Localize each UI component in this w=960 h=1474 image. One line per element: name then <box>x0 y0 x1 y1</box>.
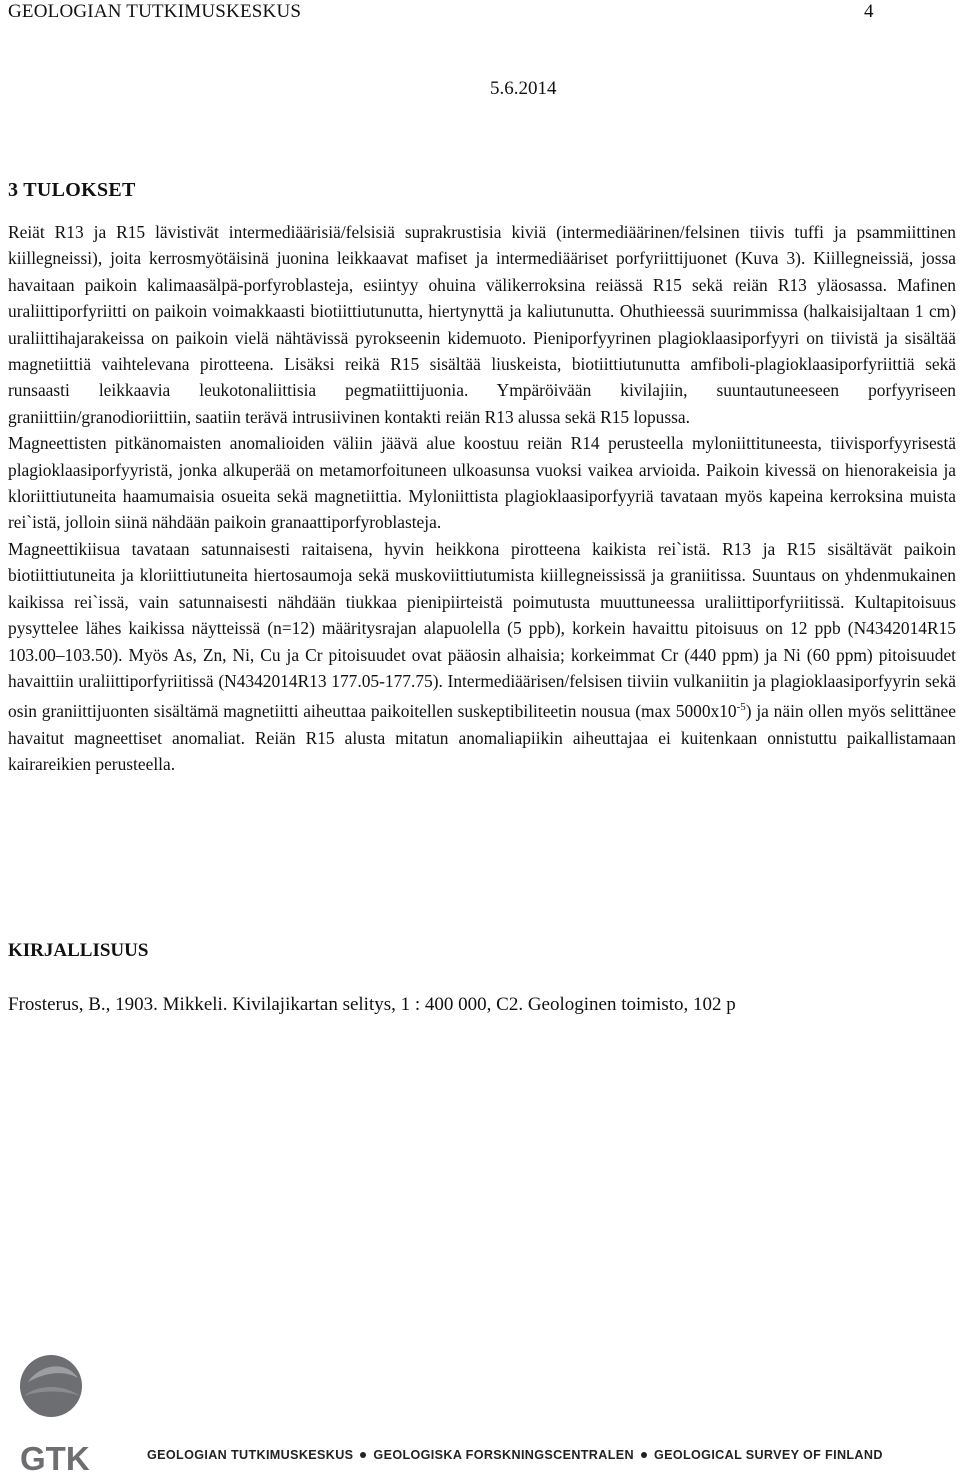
gtk-logo-text: GTK <box>20 1440 90 1474</box>
literature-title: KIRJALLISUUS <box>8 940 149 961</box>
paragraph-2: Magneettisten pitkänomaisten anomalioiden väliin jäävä alue koostuu reiän R14 perusteella myloniittituneesta, tiivisporfyyrisestä plagioklaasiporfyyristä, jonka alkuperää on metamorfoituneen ulkoasunsa vuoksi vaikea arvioida. Paikoin kivessä on hienorakeisia ja kloriittiutuneita haamumaisia osueita sekä magnetiittia. Myloniittista plagioklaasiporfyyriä tavataan myös kapeina kerroksina muista rei`istä, jolloin siinä nähdään paikoin granaattiporfyroblasteja. <box>8 433 956 533</box>
footer-org-english: GEOLOGICAL SURVEY OF FINLAND <box>653 1448 883 1462</box>
header-date: 5.6.2014 <box>490 78 557 99</box>
page-number: 4 <box>864 1 874 22</box>
page-header <box>8 0 874 26</box>
paragraph-3 <box>8 536 956 777</box>
reference-entry: Frosterus, B., 1903. Mikkeli. Kivilajikartan selitys, 1 : 400 000, C2. Geologinen toimisto, 102 p <box>8 994 736 1015</box>
superscript-exponent: -5 <box>736 701 746 714</box>
header-organization: GEOLOGIAN TUTKIMUSKESKUS <box>8 1 302 22</box>
paragraph-3-text-b: ) ja näin ollen myös selittänee havaitut magneettiset anomaliat. Reiän R15 alusta mitatun anomaliapiikin aiheuttajaa ei kuitenkaan onnistuttu paikallistamaan kairareikien perusteella. <box>8 701 956 774</box>
paragraph-3-text-a: Magneettikiisua tavataan satunnaisesti raitaisena, hyvin heikkona pirotteena kaikista rei`istä. R13 ja R15 sisältävät paikoin biotiittiutuneita ja kloriittiutuneita hiertosaumoja sekä muskoviittiutumista kiillegneississä ja graniitissa. Suuntaus on yhdenmukainen kaikissa rei`issä, vain satunnaisesti nähdään tiukkaa pienipiirteistä poimutusta muuttuneessa uraliittiporfyriitissä. Kultapitoisuus pysyttelee lähes kaikissa näytteissä (n=12) määritysrajan alapuolella (5 ppb), korkein havaittu pitoisuus on 12 ppb (N4342014R15 103.00–103.50). Myös As, Zn, Ni, Cu ja Cr pitoisuudet ovat pääosin alhaisia; korkeimmat Cr (440 ppm) ja Ni (60 ppm) pitoisuudet havaittiin uraliittiporfyriitissä (N4342014R13 177.05-177.75). Intermediäärisen/felsisen tiiviin vulkaniitin ja plagioklaasiporfyyrin sekä osin graniittijuonten sisältämä magnetiitti aiheuttaa paikoitellen suskeptibiliteetin nousua (max 5000x10 <box>8 538 956 722</box>
bullet-separator <box>641 1452 647 1458</box>
paragraph-1: Reiät R13 ja R15 lävistivät intermediäärisiä/felsisiä suprakrustisia kiviä (intermediäärinen/felsinen tiivis tuffi ja psammiittinen kiillegneissi), joita kerrosmyötäisinä juonina leikkaavat mafiset ja intermediääriset porfyriittijuonet (Kuva 3). Kiillegneissiä, jossa havaitaan paikoin kalimaasälpä-porfyroblasteja, esiintyy ohuina välikerroksina reiässä R15 sekä reiän R13 yläosassa. Mafinen uraliittiporfyriitti on paikoin voimakkaasti biotiittiutunutta, hiertynyttä ja kaliutunutta. Ohuthieessä suurimmissa (halkaisijaltaan 1 cm) uraliittihajarakeissa on paikoin vielä nähtävissä pyrokseenin kidemuoto. Pieniporfyyrinen plagioklaasiporfyyri on tiivistä ja sisältää magnetiittiä vaihtelevana pirotteena. Lisäksi reikä R15 sisältää liuskeista, biotiittiutunutta amfiboli-plagioklaasiporfyriittiä sekä runsaasti leikkaavia leukotonaliittisia pegmatiittijuonia. Ympäröivään kivilajiin, suuntautuneeseen porfyyriseen graniittiin/granodioriittiin, saatiin terävä intrusiivinen kontakti reiän R13 alussa sekä R15 lopussa. <box>8 222 956 427</box>
footer-organizations <box>147 1448 883 1462</box>
gtk-logo-icon <box>18 1352 108 1474</box>
footer-org-swedish: GEOLOGISKA FORSKNINGSCENTRALEN <box>373 1448 634 1462</box>
body-text <box>8 219 956 777</box>
footer-org-finnish: GEOLOGIAN TUTKIMUSKESKUS <box>147 1448 354 1462</box>
section-title: 3 TULOKSET <box>8 179 136 201</box>
bullet-separator <box>360 1452 366 1458</box>
gtk-logo <box>18 1352 108 1474</box>
